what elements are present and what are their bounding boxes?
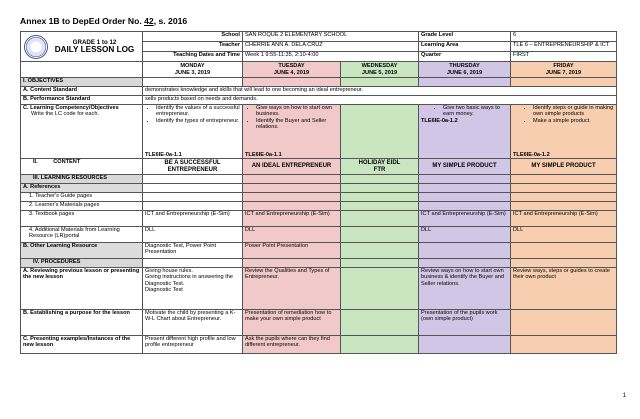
performance-standard-label: B. Performance Standard xyxy=(21,96,143,105)
procedures-heading: IV. PROCEDURES xyxy=(21,259,143,268)
procedures-fri-blank xyxy=(511,259,617,268)
quarter-label: Quarter xyxy=(419,52,511,62)
content-tuesday: AN IDEAL ENTREPRENEUR xyxy=(243,159,341,175)
lm-tue xyxy=(243,202,341,211)
references-mon xyxy=(143,184,243,193)
objectives-mon-blank xyxy=(143,78,243,87)
day-header-wednesday: WEDNESDAY JUNE 5, 2019 xyxy=(341,62,419,78)
procedure-c-friday xyxy=(511,336,617,354)
lm-mon xyxy=(143,202,243,211)
objectives-wed-blank xyxy=(341,78,419,87)
competency-friday: • Identify steps or guide in making own simple products • Make a simple product. TLE6IE-0a-1.2 xyxy=(511,105,617,159)
procedure-c-tuesday: Ask the pupils where can they find different entrepreneur. xyxy=(243,336,341,354)
references-wed xyxy=(341,184,419,193)
grade-range: GRADE 1 to 12 xyxy=(72,39,117,47)
objectives-fri-blank xyxy=(511,78,617,87)
daily-lesson-log-table xyxy=(20,31,617,354)
tg-tue xyxy=(243,193,341,202)
competency-wednesday xyxy=(341,105,419,159)
other-resource-label: B. Other Learning Resource xyxy=(21,243,143,259)
day-header-thursday: THURSDAY JUNE 6, 2019 xyxy=(419,62,511,78)
objectives-tue-blank xyxy=(243,78,341,87)
procedure-b-thursday: Presentation of the pupils work (own simple product) xyxy=(419,310,511,336)
textbook-label: 3. Textbook pages xyxy=(21,211,143,227)
other-resource-friday xyxy=(511,243,617,259)
content-label: II. CONTENT xyxy=(21,159,143,175)
day-header-friday: FRIDAY JUNE 7, 2019 xyxy=(511,62,617,78)
content-monday: BE A SUCCESSFUL ENTREPRENEUR xyxy=(143,159,243,175)
textbook-thursday: ICT and Entrepreneurship (E-Sim) xyxy=(419,211,511,227)
procedure-a-friday: Review ways, steps or guides to create their own product xyxy=(511,268,617,310)
resources-heading: III. LEARNING RESOURCES xyxy=(21,175,143,184)
day-header-blank xyxy=(21,62,143,78)
additional-thursday: DLL xyxy=(419,227,511,243)
school-value: SAN ROQUE 2 ELEMENTARY SCHOOL xyxy=(243,32,419,42)
procedures-wed-blank xyxy=(341,259,419,268)
document-title: DAILY LESSON LOG xyxy=(54,44,135,54)
procedure-c-wednesday xyxy=(341,336,419,354)
procedure-a-tuesday: Review the Qualities and Types of Entrepreneur. xyxy=(243,268,341,310)
other-resource-monday: Diagnostic Test, Power Point Presentation xyxy=(143,243,243,259)
additional-monday: DLL xyxy=(143,227,243,243)
other-resource-thursday xyxy=(419,243,511,259)
procedures-tue-blank xyxy=(243,259,341,268)
tg-wed xyxy=(341,193,419,202)
dates-label: Teaching Dates and Time xyxy=(143,52,243,62)
deped-seal-cell xyxy=(21,32,143,62)
content-wednesday: HOLIDAY EIDL FTR xyxy=(341,159,419,175)
procedure-b-monday: Motivate the child by presenting a K-W-L Chart about Entrepreneur. xyxy=(143,310,243,336)
grade-level-value: 6 xyxy=(511,32,617,42)
procedures-mon-blank xyxy=(143,259,243,268)
references-label: A. References xyxy=(21,184,143,193)
textbook-wednesday xyxy=(341,211,419,227)
dates-value: Week 1 9:55-11:35, 2:10-4:00 xyxy=(243,52,419,62)
tg-thu xyxy=(419,193,511,202)
annex-heading: Annex 1B to DepEd Order No. 42, s. 2016 xyxy=(20,16,188,26)
teachers-guide-label: 1. Teacher's Guide pages xyxy=(21,193,143,202)
procedure-b-wednesday xyxy=(341,310,419,336)
deped-seal-icon xyxy=(24,35,48,59)
lc-code-thursday: TLE6IE-0a-1.2 xyxy=(421,117,458,124)
lc-code-friday: TLE6IE-0a-1.2 xyxy=(513,151,550,158)
learning-area-label: Learning Area xyxy=(419,42,511,52)
procedure-a-wednesday xyxy=(341,268,419,310)
competency-tuesday: • Give ways on how to start own business. • Identify the Buyer and Seller relations. TLE6IE-0a-1.1 xyxy=(243,105,341,159)
references-fri xyxy=(511,184,617,193)
procedure-a-thursday: Review ways on how to start own business & identify the Buyer and Seller relations. xyxy=(419,268,511,310)
competency-thursday: • Give two basic ways to earn money. TLE6IE-0a-1.2 xyxy=(419,105,511,159)
tg-mon xyxy=(143,193,243,202)
quarter-value: FIRST xyxy=(511,52,617,62)
grade-level-label: Grade Level xyxy=(419,32,511,42)
references-tue xyxy=(243,184,341,193)
lm-thu xyxy=(419,202,511,211)
competency-label-cell xyxy=(21,105,143,159)
textbook-friday: ICT and Entrepreneurship (E-Sim) xyxy=(511,211,617,227)
teacher-value: CHERRIE ANN A. DELA CRUZ xyxy=(243,42,419,52)
teacher-label: Teacher xyxy=(143,42,243,52)
procedure-c-label: C. Presenting examples/Instances of the new lesson xyxy=(21,336,143,354)
content-friday: MY SIMPLE PRODUCT xyxy=(511,159,617,175)
competency-sub: Write the LC code for each. xyxy=(31,111,99,118)
tg-fri xyxy=(511,193,617,202)
resources-mon-blank xyxy=(143,175,243,184)
additional-wednesday xyxy=(341,227,419,243)
procedure-a-monday: Giving house rules. Giving instructions in answering the Diagnostic Test. Diagnostic Test xyxy=(143,268,243,310)
procedure-c-thursday xyxy=(419,336,511,354)
resources-wed-blank xyxy=(341,175,419,184)
content-thursday: MY SIMPLE PRODUCT xyxy=(419,159,511,175)
content-standard-value: demonstrates knowledge and skills that will lead to one becoming an ideal entrepreneur. xyxy=(143,87,617,96)
lm-wed xyxy=(341,202,419,211)
other-resource-wednesday xyxy=(341,243,419,259)
textbook-monday: ICT and Entrepreneurship (E-Sim) xyxy=(143,211,243,227)
competency-label: C. Learning Competency/Objectives xyxy=(23,105,119,111)
day-header-monday: MONDAY JUNE 3, 2019 xyxy=(143,62,243,78)
page-number: 1 xyxy=(622,393,626,399)
competency-monday: • Identify the values of a successful entrepreneur. • Identify the types of entrepreneur. TLE6IE-0a-1.1 xyxy=(143,105,243,159)
procedure-b-friday xyxy=(511,310,617,336)
procedures-thu-blank xyxy=(419,259,511,268)
procedure-b-label: B. Establishing a purpose for the lesson xyxy=(21,310,143,336)
references-thu xyxy=(419,184,511,193)
procedure-a-label: A. Reviewing previous lesson or presenting the new lesson xyxy=(21,268,143,310)
performance-standard-value: sells products based on needs and demands. xyxy=(143,96,617,105)
school-label: School xyxy=(143,32,243,42)
objectives-heading: I. OBJECTIVES xyxy=(21,78,143,87)
additional-materials-label: 4. Additional Materials from Learning Resource (LR)portal xyxy=(21,227,143,243)
textbook-tuesday: ICT and Entrepreneurship (E-Sim) xyxy=(243,211,341,227)
content-standard-label: A. Content Standard xyxy=(21,87,143,96)
learning-area-value: TLE 6 – ENTREPRENEURSHIP & ICT xyxy=(511,42,617,52)
lc-code-monday: TLE6IE-0a-1.1 xyxy=(145,151,182,158)
learners-materials-label: 2. Learner's Materials pages xyxy=(21,202,143,211)
resources-thu-blank xyxy=(419,175,511,184)
day-header-tuesday: TUESDAY JUNE 4, 2019 xyxy=(243,62,341,78)
resources-tue-blank xyxy=(243,175,341,184)
additional-friday: DLL xyxy=(511,227,617,243)
objectives-thu-blank xyxy=(419,78,511,87)
lm-fri xyxy=(511,202,617,211)
procedure-b-tuesday: Presentation of remediation how to make your own simple product xyxy=(243,310,341,336)
deped-order-number: 42 xyxy=(144,16,154,26)
other-resource-tuesday: Power Point Presentation xyxy=(243,243,341,259)
procedure-c-monday: Present different high profile and low profile entrepreneur xyxy=(143,336,243,354)
lc-code-tuesday: TLE6IE-0a-1.1 xyxy=(245,151,282,158)
additional-tuesday: DLL xyxy=(243,227,341,243)
resources-fri-blank xyxy=(511,175,617,184)
